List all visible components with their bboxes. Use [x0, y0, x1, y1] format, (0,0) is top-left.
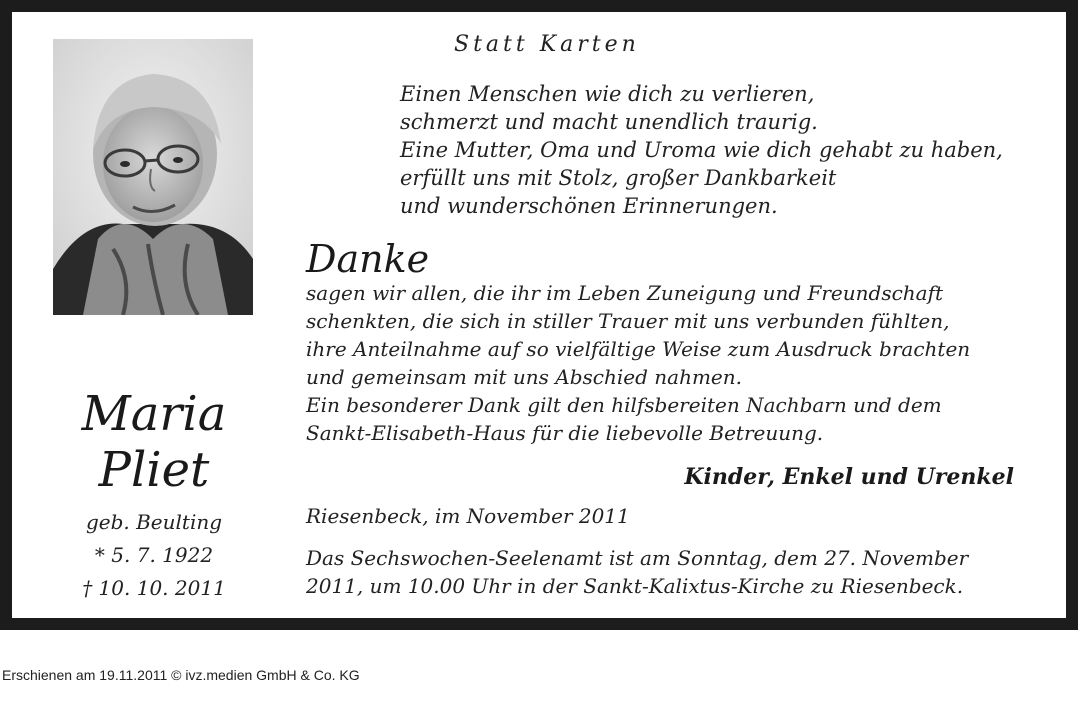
poem-line: Einen Menschen wie dich zu verlieren,	[400, 82, 815, 106]
body-line: ihre Anteilnahme auf so vielfältige Weise zum Ausdruck brachten	[306, 337, 971, 361]
poem-line: erfüllt uns mit Stolz, großer Dankbarkeit	[400, 166, 837, 190]
poem-line: Eine Mutter, Oma und Uroma wie dich gehabt zu haben,	[400, 138, 1003, 162]
life-dates	[52, 506, 256, 605]
birth-date: * 5. 7. 1922	[94, 543, 214, 567]
body-line: und gemeinsam mit uns Abschied nahmen.	[306, 365, 742, 389]
birth-name: geb. Beulting	[85, 510, 223, 534]
death-date: † 10. 10. 2011	[82, 576, 226, 600]
mass-line: 2011, um 10.00 Uhr in der Sankt-Kalixtus-Kirche zu Riesenbeck.	[306, 574, 964, 598]
notice-body	[12, 12, 1066, 618]
place-date: Riesenbeck, im November 2011	[306, 504, 630, 528]
memorial-poem	[400, 80, 1040, 220]
publication-footer: Erschienen am 19.11.2011 © ivz.medien GmbH & Co. KG	[2, 667, 360, 683]
poem-line: und wunderschönen Erinnerungen.	[400, 194, 778, 218]
thanks-paragraph	[306, 279, 1014, 447]
mass-line: Das Sechswochen-Seelenamt ist am Sonntag, dem 27. November	[306, 546, 969, 570]
poem-line: schmerzt und macht unendlich traurig.	[400, 110, 818, 134]
body-line: Ein besonderer Dank gilt den hilfsbereiten Nachbarn und dem	[306, 393, 942, 417]
portrait-photo	[53, 39, 253, 315]
header-statt-karten: Statt Karten	[454, 32, 640, 57]
first-name: Maria	[81, 386, 227, 442]
body-line: Sankt-Elisabeth-Haus für die liebevolle Betreuung.	[306, 421, 824, 445]
danke-title: Danke	[306, 237, 430, 281]
body-line: sagen wir allen, die ihr im Leben Zuneigung und Freundschaft	[306, 281, 944, 305]
memorial-mass-info	[306, 544, 1014, 600]
last-name: Pliet	[98, 442, 210, 498]
deceased-name	[52, 386, 256, 498]
body-line: schenkten, die sich in stiller Trauer mit uns verbunden fühlten,	[306, 309, 950, 333]
family-signoff: Kinder, Enkel und Urenkel	[684, 464, 1014, 490]
